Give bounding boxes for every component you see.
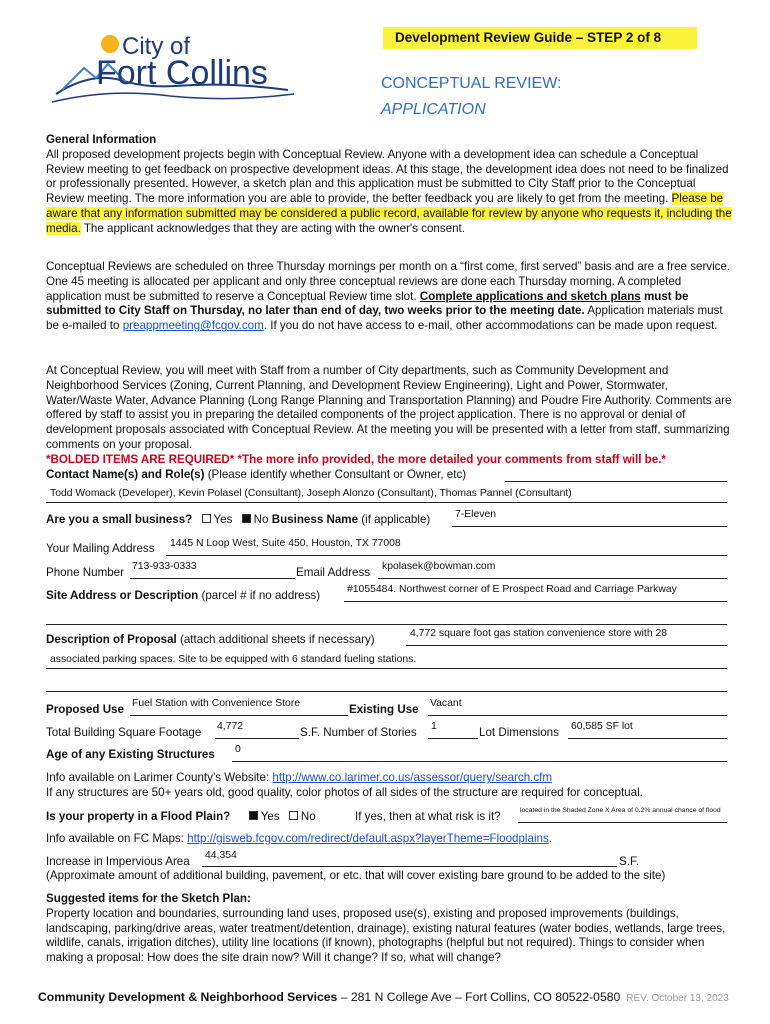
larimer-info: Info available on Larimer County’s Website: http://www.co.larimer.co.us/assessor/query/search.cfm bbox=[46, 771, 553, 784]
logo-line1: City of bbox=[122, 33, 191, 60]
stories-value[interactable]: 1 bbox=[431, 721, 437, 732]
sketch-text: Property location and boundaries, surrounding land uses, proposed use(s), existing and proposed improvements (buildings, landscaping, parking/drive areas, water treatment/detention, drainage), existing natural features (water bodies, wetlands, large trees, wildlife, canals, irrigation ditches), utility line locations (if known), photographs (helpful but not required). Things to consider when making a proposal: How does the site drain now? Will it change? If so, what will change? bbox=[46, 906, 726, 965]
flood-risk-value[interactable]: located in the Shaded Zone X Area of 0.2% annual chance of flood bbox=[520, 807, 721, 814]
general-paragraph-3: At Conceptual Review, you will meet with Staff from a number of City departments, such as Community Development and Neighborhood Services (Zoning, Current Planning, and Development Review Engineering), Light and Power, Stormwater, Water/Waste Water, Advance Planning (Long Range Planning and Transportation Planning) and Poudre Fire Authority. Comments are offered by staff to assist you in preparing the detailed components of the project application. There is no approval or denial of development proposals associated with Conceptual Review. At the meeting you will be presented with a letter from staff, summarizing comments on your proposal. bbox=[46, 364, 732, 451]
description-label: Description of Proposal (attach additional sheets if necessary) bbox=[46, 633, 375, 646]
age-label: Age of any Existing Structures bbox=[46, 748, 215, 761]
phone-value[interactable]: 713-933-0333 bbox=[132, 561, 197, 572]
stories-label: S.F. Number of Stories bbox=[300, 726, 417, 739]
yes-checkbox[interactable] bbox=[202, 514, 211, 523]
sketch-section bbox=[46, 892, 734, 966]
title: CONCEPTUAL REVIEW: bbox=[381, 75, 562, 92]
flood-no-checkbox[interactable] bbox=[289, 811, 298, 820]
general-info bbox=[46, 133, 734, 237]
city-logo bbox=[50, 28, 300, 110]
impervious-note: (Approximate amount of additional building, pavement, or etc. that will cover existing bare ground to be added to the site) bbox=[46, 869, 666, 882]
fcmaps-info: Info available on FC Maps: http://gisweb.fcgov.com/redirect/default.aspx?layerTheme=Floodplains. bbox=[46, 832, 553, 845]
flood-yes-checkbox[interactable] bbox=[249, 811, 258, 820]
no-checkbox[interactable] bbox=[242, 514, 251, 523]
contact-label: Contact Name(s) and Role(s) (Please identify whether Consultant or Owner, etc) bbox=[46, 468, 467, 481]
footer-address: – 281 N College Ave – Fort Collins, CO 80522-0580 bbox=[337, 990, 621, 1004]
contact-value[interactable]: Todd Womack (Developer), Kevin Polasel (Consultant), Joseph Alonzo (Consultant), Thomas Pannel (Consultant) bbox=[50, 488, 572, 499]
existing-use-label: Existing Use bbox=[349, 703, 419, 716]
mailing-value[interactable]: 1445 N Loop West, Suite 450, Houston, TX 77008 bbox=[170, 538, 401, 549]
flood-row: Is your property in a Flood Plain? Yes No bbox=[46, 810, 316, 823]
site-value[interactable]: #1055484. Northwest corner of E Prospect Road and Carriage Parkway bbox=[347, 584, 677, 595]
mountain-logo-icon bbox=[50, 28, 300, 110]
logo-line2: Fort Collins bbox=[96, 54, 268, 92]
required-note: *BOLDED ITEMS ARE REQUIRED* *The more info provided, the more detailed your comments from staff will be.* bbox=[46, 453, 666, 466]
site-label: Site Address or Description (parcel # if no address) bbox=[46, 589, 321, 602]
age-value[interactable]: 0 bbox=[235, 744, 241, 755]
building-sqft-label: Total Building Square Footage bbox=[46, 726, 202, 739]
mailing-label: Your Mailing Address bbox=[46, 542, 155, 555]
impervious-unit: S.F. bbox=[619, 855, 639, 868]
general-paragraph-2: Conceptual Reviews are scheduled on three Thursday mornings per month on a “first come, first served” basis and are a free service. One 45 meeting is allocated per applicant and only three conceptual reviews are done each Thursday morning. A completed application must be submitted to reserve a Conceptual Review time slot. Complete applications and sketch plans must be submitted to City Staff on Thursday, no later than end of day, two weeks prior to the meeting date. Application materials must be e-mailed to preappmeeting@fcgov.com. If you do not have access to e-mail, other accommodations can be made upon request. bbox=[46, 260, 731, 333]
fcmaps-link[interactable]: http://gisweb.fcgov.com/redirect/default.aspx?layerTheme=Floodplains bbox=[187, 832, 549, 845]
general-heading: General Information bbox=[46, 133, 157, 146]
larimer-link[interactable]: http://www.co.larimer.co.us/assessor/query/search.cfm bbox=[272, 771, 553, 784]
existing-use-value[interactable]: Vacant bbox=[430, 698, 462, 709]
footer-dept: Community Development & Neighborhood Services bbox=[38, 990, 338, 1004]
impervious-label: Increase in Impervious Area bbox=[46, 855, 190, 868]
step-banner: Development Review Guide – STEP 2 of 8 bbox=[383, 27, 697, 49]
email-value[interactable]: kpolasek@bowman.com bbox=[382, 561, 496, 572]
general-paragraph-1: All proposed development projects begin with Conceptual Review. Anyone with a development idea can schedule a Conceptual Review meeting to get feedback on prospective development ideas. At this stage, the development idea does not need to be finalized or professionally presented. However, a sketch plan and this application must be submitted to City Staff prior to the Conceptual Review meeting. The more information you are able to provide, the better feedback you are likely to get from the meeting. Please be aware that any information submitted may be considered a public record, available for review by anyone who requests it, including the media. The applicant acknowledges that they are acting with the owner's consent. bbox=[46, 147, 732, 235]
photo-note: If any structures are 50+ years old, good quality, color photos of all sides of the structure are required for conceptual. bbox=[46, 786, 643, 799]
proposed-use-value[interactable]: Fuel Station with Convenience Store bbox=[132, 698, 301, 709]
building-sqft-value[interactable]: 4,772 bbox=[217, 721, 244, 732]
page-title bbox=[381, 71, 561, 123]
footer-rev: REV. October 13, 2023 bbox=[626, 993, 729, 1004]
phone-label: Phone Number bbox=[46, 566, 124, 579]
description-value-2[interactable]: associated parking spaces. Site to be equipped with 6 standard fueling stations. bbox=[50, 654, 417, 665]
small-business-row: Are you a small business? Yes No Business Name (if applicable) bbox=[46, 513, 431, 526]
email-label: Email Address bbox=[296, 566, 371, 579]
impervious-value[interactable]: 44,354 bbox=[205, 850, 237, 861]
footer bbox=[38, 990, 729, 1004]
lot-dimensions-value[interactable]: 60,585 SF lot bbox=[571, 721, 633, 732]
flood-risk-label: If yes, then at what risk is it? bbox=[355, 810, 501, 823]
sketch-heading: Suggested items for the Sketch Plan: bbox=[46, 892, 251, 905]
proposed-use-label: Proposed Use bbox=[46, 703, 124, 716]
business-name-value[interactable]: 7-Eleven bbox=[455, 509, 497, 520]
email-link[interactable]: preappmeeting@fcgov.com bbox=[122, 319, 264, 333]
subtitle: APPLICATION bbox=[381, 101, 486, 118]
description-value-1[interactable]: 4,772 square foot gas station convenience store with 28 bbox=[410, 628, 668, 639]
lot-dimensions-label: Lot Dimensions bbox=[479, 726, 559, 739]
